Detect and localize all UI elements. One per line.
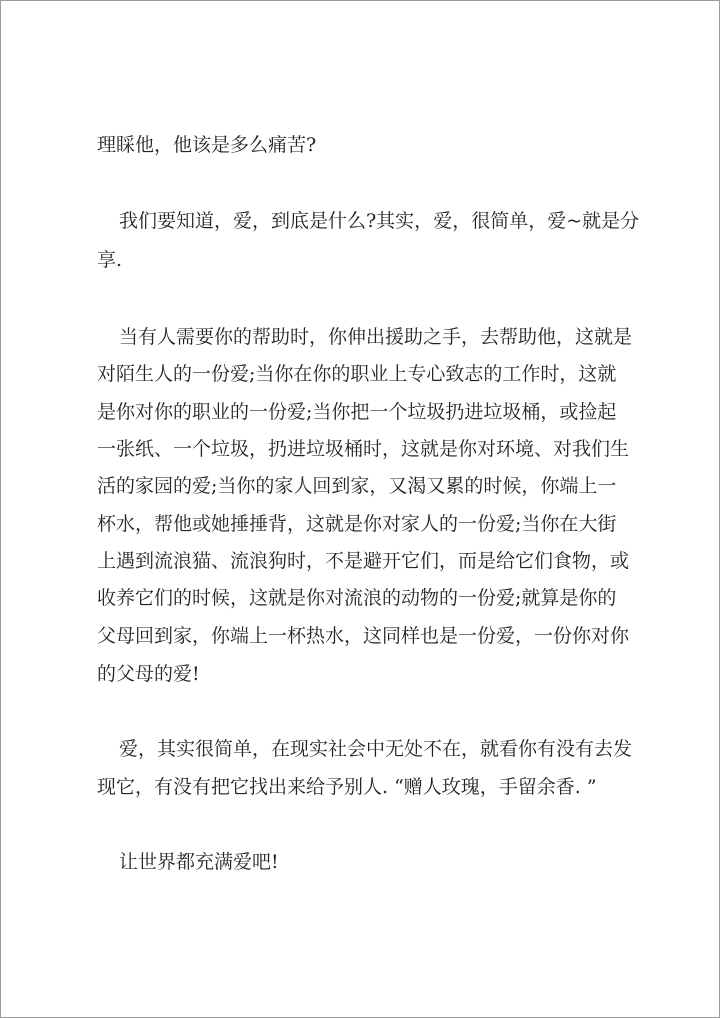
text-line: 我们要知道，爱，到底是什么?其实，爱，很简单，爱~就是分 xyxy=(119,210,640,232)
text-line: 对陌生人的一份爱;当你在你的职业上专心致志的工作时，这就 xyxy=(97,363,617,385)
text-line: 是你对你的职业的一份爱;当你把一个垃圾扔进垃圾桶，或捡起 xyxy=(97,401,617,423)
text-line: 父母回到家，你端上一杯热水，这同样也是一份爱，一份你对你 xyxy=(97,625,630,647)
text-line: 理睬他，他该是多么痛苦? xyxy=(97,134,317,156)
text-line: 让世界都充满爱吧! xyxy=(119,851,279,873)
text-line: 当有人需要你的帮助时，你伸出援助之手，去帮助他，这就是 xyxy=(119,326,633,348)
text-line: 活的家园的爱;当你的家人回到家，又渴又累的时候，你端上一 xyxy=(97,475,617,497)
text-line: 享. xyxy=(97,249,123,271)
text-line: 收养它们的时候，这就是你对流浪的动物的一份爱;就算是你的 xyxy=(97,587,617,609)
text-line: 一张纸、一个垃圾，扔进垃圾桶时，这就是你对环境、对我们生 xyxy=(97,438,630,460)
text-line: 爱，其实很简单，在现实社会中无处不在，就看你有没有去发 xyxy=(119,738,633,760)
text-line: 杯水，帮他或她捶捶背，这就是你对家人的一份爱;当你在大街 xyxy=(97,513,617,535)
text-line: 现它，有没有把它找出来给予别人. “赠人玫瑰，手留余香. ” xyxy=(97,776,597,798)
text-line: 上遇到流浪猫、流浪狗时，不是避开它们，而是给它们食物，或 xyxy=(97,550,630,572)
text-line: 的父母的爱! xyxy=(97,663,200,685)
